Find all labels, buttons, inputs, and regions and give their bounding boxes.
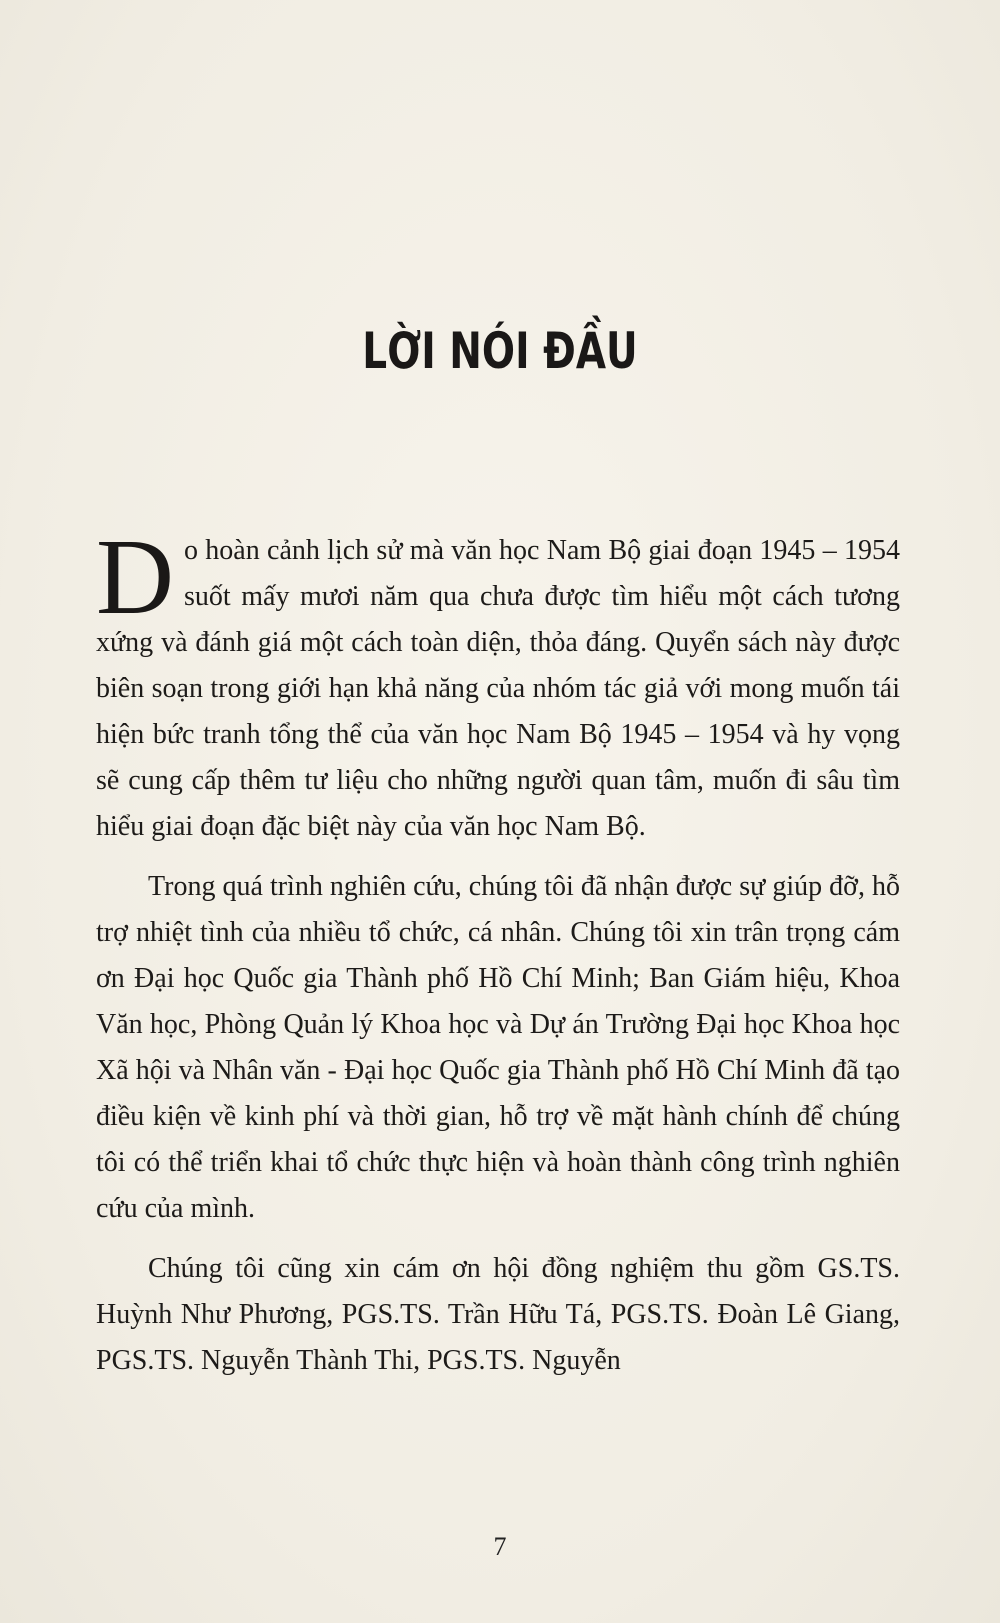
paragraph-3: Chúng tôi cũng xin cám ơn hội đồng nghiệm thu gồm GS.TS. Huỳnh Như Phương, PGS.TS. Trần Hữu Tá, PGS.TS. Đoàn Lê Giang, PGS.TS. Nguyễn Thành Thi, PGS.TS. Nguyễn [96,1253,900,1376]
paragraph-1-text: o hoàn cảnh lịch sử mà văn học Nam Bộ giai đoạn 1945 – 1954 suốt mấy mươi năm qua chưa được tìm hiểu một cách tương xứng và đánh giá một cách toàn diện, thỏa đáng. Quyển sách này được biên soạn trong giới hạn khả năng của nhóm tác giả với mong muốn tái hiện bức tranh tổng thể của văn học Nam Bộ 1945 – 1954 và hy vọng sẽ cung cấp thêm tư liệu cho những người quan tâm, muốn đi sâu tìm hiểu giai đoạn đặc biệt này của văn học Nam Bộ. [96,535,900,842]
page-title: LỜI NÓI ĐẦU [362,322,638,380]
page-number: 7 [493,1532,507,1561]
paragraph-2: Trong quá trình nghiên cứu, chúng tôi đã nhận được sự giúp đỡ, hỗ trợ nhiệt tình của nhiều tổ chức, cá nhân. Chúng tôi xin trân trọng cám ơn Đại học Quốc gia Thành phố Hồ Chí Minh; Ban Giám hiệu, Khoa Văn học, Phòng Quản lý Khoa học và Dự án Trường Đại học Khoa học Xã hội và Nhân văn - Đại học Quốc gia Thành phố Hồ Chí Minh đã tạo điều kiện về kinh phí và thời gian, hỗ trợ về mặt hành chính để chúng tôi có thể triển khai tổ chức thực hiện và hoàn thành công trình nghiên cứu của mình. [96,871,900,1224]
body-text [96,518,900,1384]
paragraph-1 [96,518,900,850]
drop-cap: D [96,518,174,637]
